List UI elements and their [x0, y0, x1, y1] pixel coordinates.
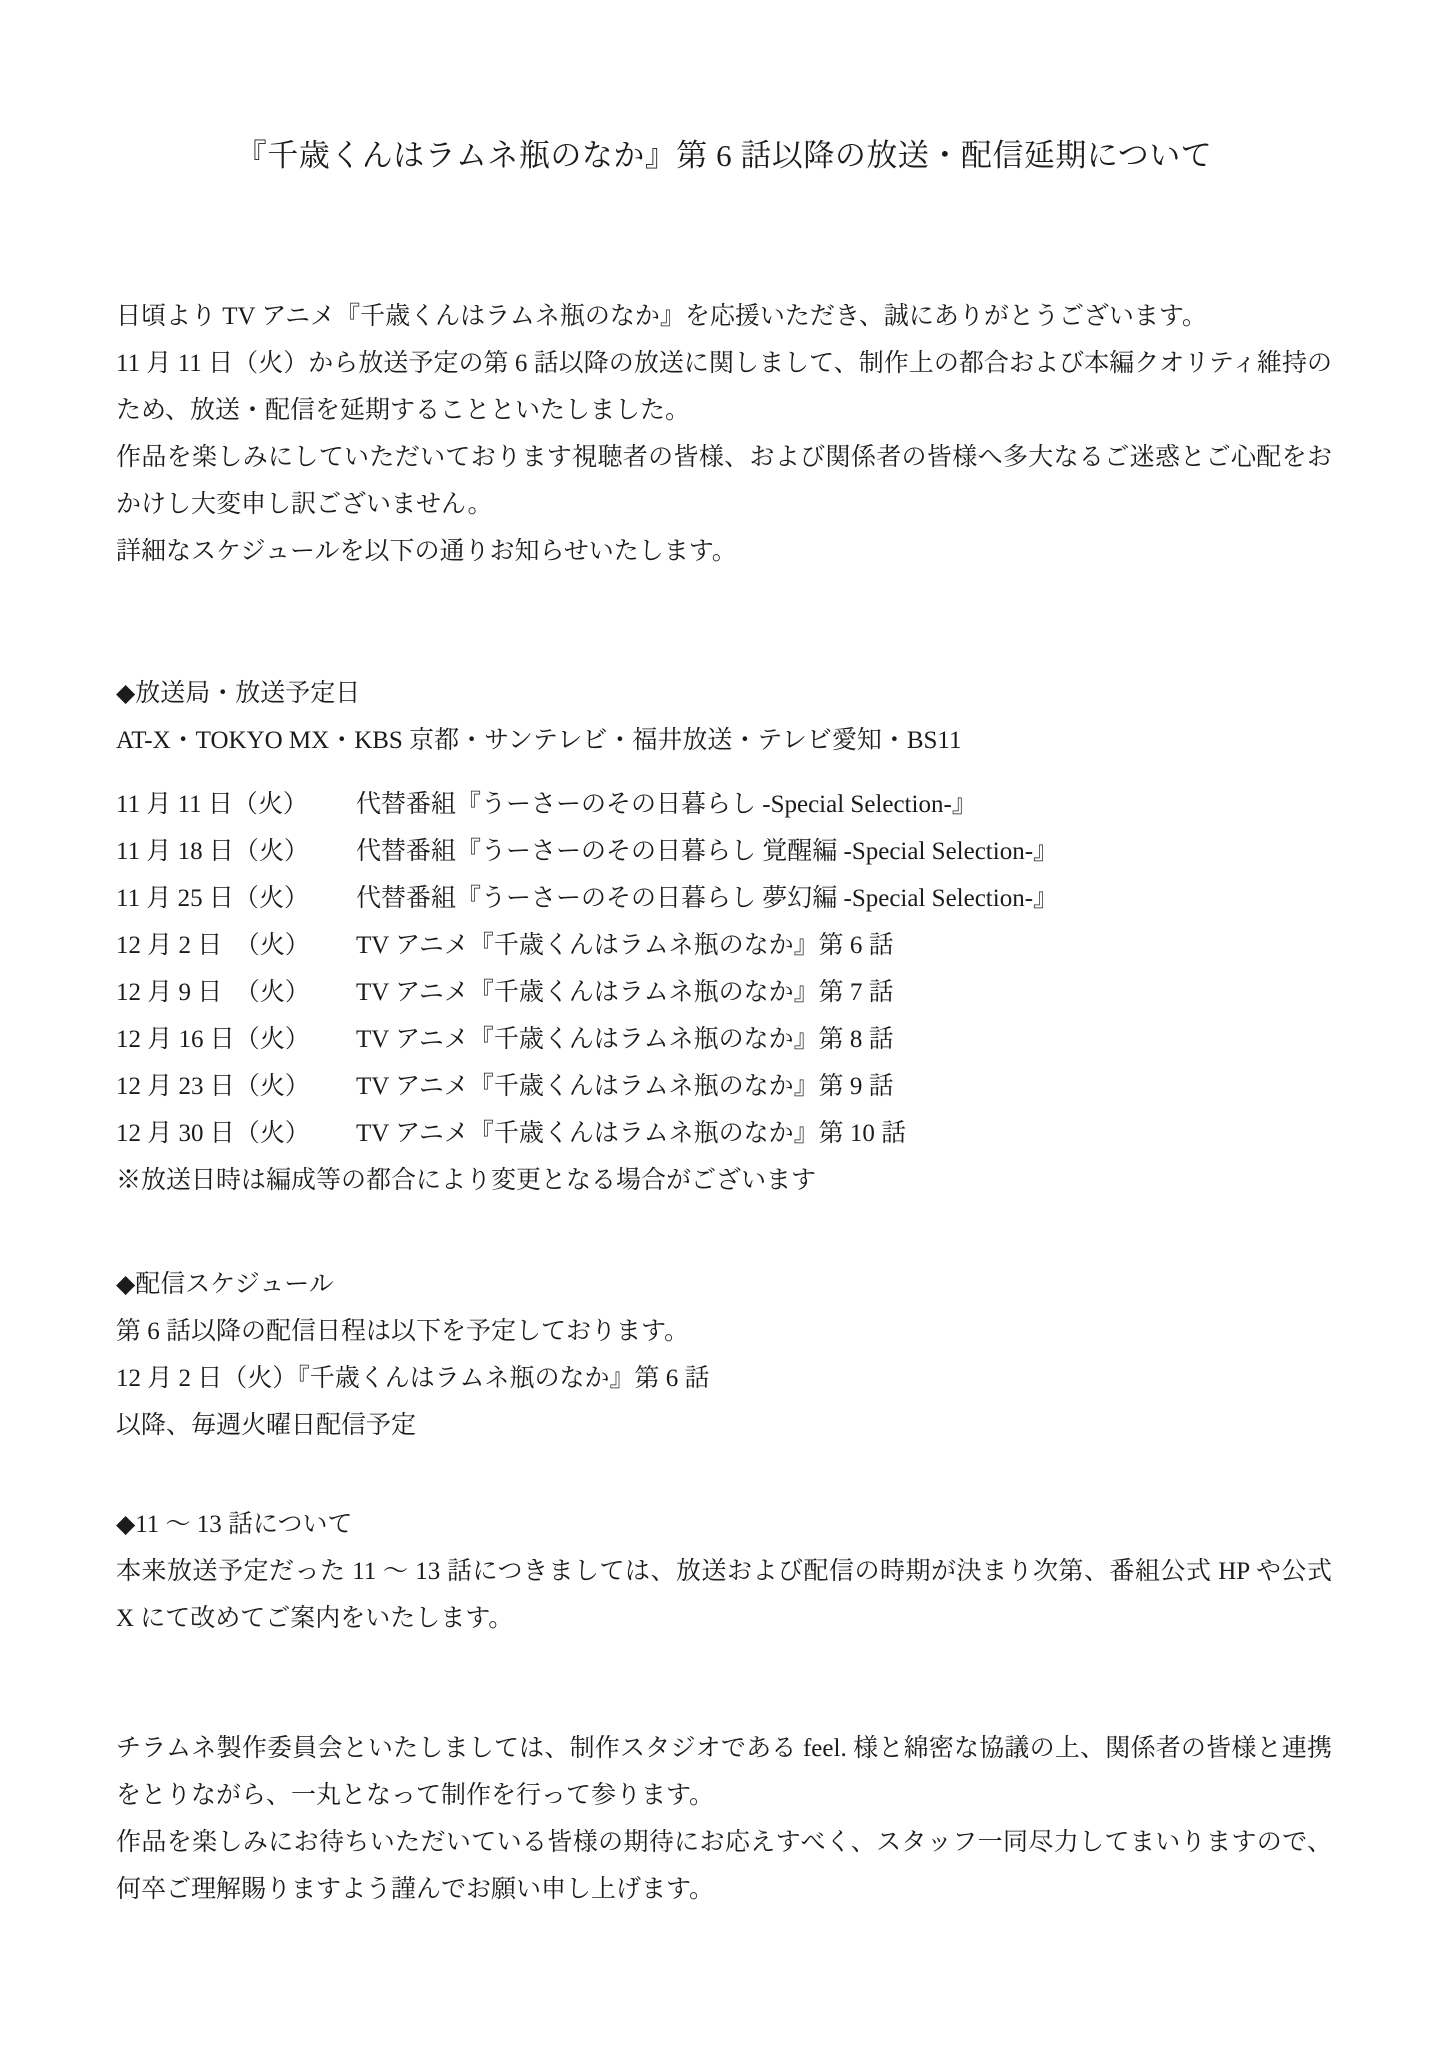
schedule-date: 11 月 11 日（火）: [116, 791, 308, 818]
broadcast-section-heading: ◆放送局・放送予定日: [116, 680, 361, 707]
schedule-program: TV アニメ『千歳くんはラムネ瓶のなか』第 6 話: [356, 932, 894, 959]
episodes-11-13-section: [116, 1501, 1332, 1642]
schedule-date: 11 月 18 日（火）: [116, 838, 309, 865]
schedule-date: 12 月 2 日 （火）: [116, 932, 310, 959]
schedule-program: 代替番組『うーさーのその日暮らし -Special Selection-』: [356, 791, 977, 818]
schedule-program: TV アニメ『千歳くんはラムネ瓶のなか』第 7 話: [356, 979, 894, 1006]
schedule-row: [116, 781, 1332, 828]
broadcast-schedule-list: [116, 781, 1332, 1157]
streaming-line: 12 月 2 日（火）『千歳くんはラムネ瓶のなか』第 6 話: [116, 1365, 710, 1392]
schedule-row: [116, 922, 1332, 969]
streaming-line: 第 6 話以降の配信日程は以下を予定しております。: [116, 1318, 690, 1345]
intro-paragraph: 11 月 11 日（火）から放送予定の第 6 話以降の放送に関しまして、制作上の都合および本編クオリティ維持のため、放送・配信を延期することといたしました。: [116, 350, 1332, 424]
broadcast-station-list: AT-X・TOKYO MX・KBS 京都・サンテレビ・福井放送・テレビ愛知・BS11: [116, 727, 962, 754]
broadcast-schedule-note: ※放送日時は編成等の都合により変更となる場合がございます: [116, 1167, 817, 1194]
broadcast-section: [116, 670, 1332, 1204]
schedule-program: TV アニメ『千歳くんはラムネ瓶のなか』第 10 話: [356, 1120, 907, 1147]
intro-section: [116, 293, 1332, 575]
schedule-program: 代替番組『うーさーのその日暮らし 覚醒編 -Special Selection-』: [356, 838, 1059, 865]
schedule-date: 12 月 16 日（火）: [116, 1026, 310, 1053]
document-body: [116, 293, 1332, 1913]
document-title: 『千歳くんはラムネ瓶のなか』第 6 話以降の放送・配信延期について: [235, 138, 1213, 173]
schedule-row: [116, 1016, 1332, 1063]
schedule-program: 代替番組『うーさーのその日暮らし 夢幻編 -Special Selection-』: [356, 885, 1059, 912]
schedule-row: [116, 1063, 1332, 1110]
schedule-date: 12 月 30 日（火）: [116, 1120, 310, 1147]
schedule-row: [116, 828, 1332, 875]
schedule-program: TV アニメ『千歳くんはラムネ瓶のなか』第 8 話: [356, 1026, 894, 1053]
intro-paragraph: 作品を楽しみにしていただいております視聴者の皆様、および関係者の皆様へ多大なるご迷惑とご心配をおかけし大変申し訳ございません。: [116, 444, 1332, 518]
closing-paragraph: 作品を楽しみにお待ちいただいている皆様の期待にお応えすべく、スタッフ一同尽力してまいりますので、何卒ご理解賜りますよう謹んでお願い申し上げます。: [116, 1829, 1332, 1903]
intro-paragraph: 詳細なスケジュールを以下の通りお知らせいたします。: [116, 538, 737, 565]
schedule-program: TV アニメ『千歳くんはラムネ瓶のなか』第 9 話: [356, 1073, 894, 1100]
schedule-date: 12 月 23 日（火）: [116, 1073, 310, 1100]
streaming-section-heading: ◆配信スケジュール: [116, 1271, 334, 1298]
schedule-row: [116, 875, 1332, 922]
streaming-section: [116, 1261, 1332, 1449]
episodes-11-13-heading: ◆11 ～ 13 話について: [116, 1511, 353, 1538]
schedule-date: 11 月 25 日（火）: [116, 885, 309, 912]
closing-paragraph: チラムネ製作委員会といたしましては、制作スタジオである feel. 様と綿密な協議の上、関係者の皆様と連携をとりながら、一丸となって制作を行って参ります。: [116, 1735, 1332, 1809]
intro-paragraph: 日頃より TV アニメ『千歳くんはラムネ瓶のなか』を応援いただき、誠にありがとうございます。: [116, 303, 1207, 330]
schedule-row: [116, 969, 1332, 1016]
streaming-line: 以降、毎週火曜日配信予定: [116, 1412, 417, 1439]
closing-section: [116, 1725, 1332, 1913]
schedule-date: 12 月 9 日 （火）: [116, 979, 310, 1006]
schedule-row: [116, 1110, 1332, 1157]
episodes-11-13-body: 本来放送予定だった 11 ～ 13 話につきましては、放送および配信の時期が決まり次第、番組公式 HP や公式 X にて改めてご案内をいたします。: [116, 1558, 1332, 1632]
